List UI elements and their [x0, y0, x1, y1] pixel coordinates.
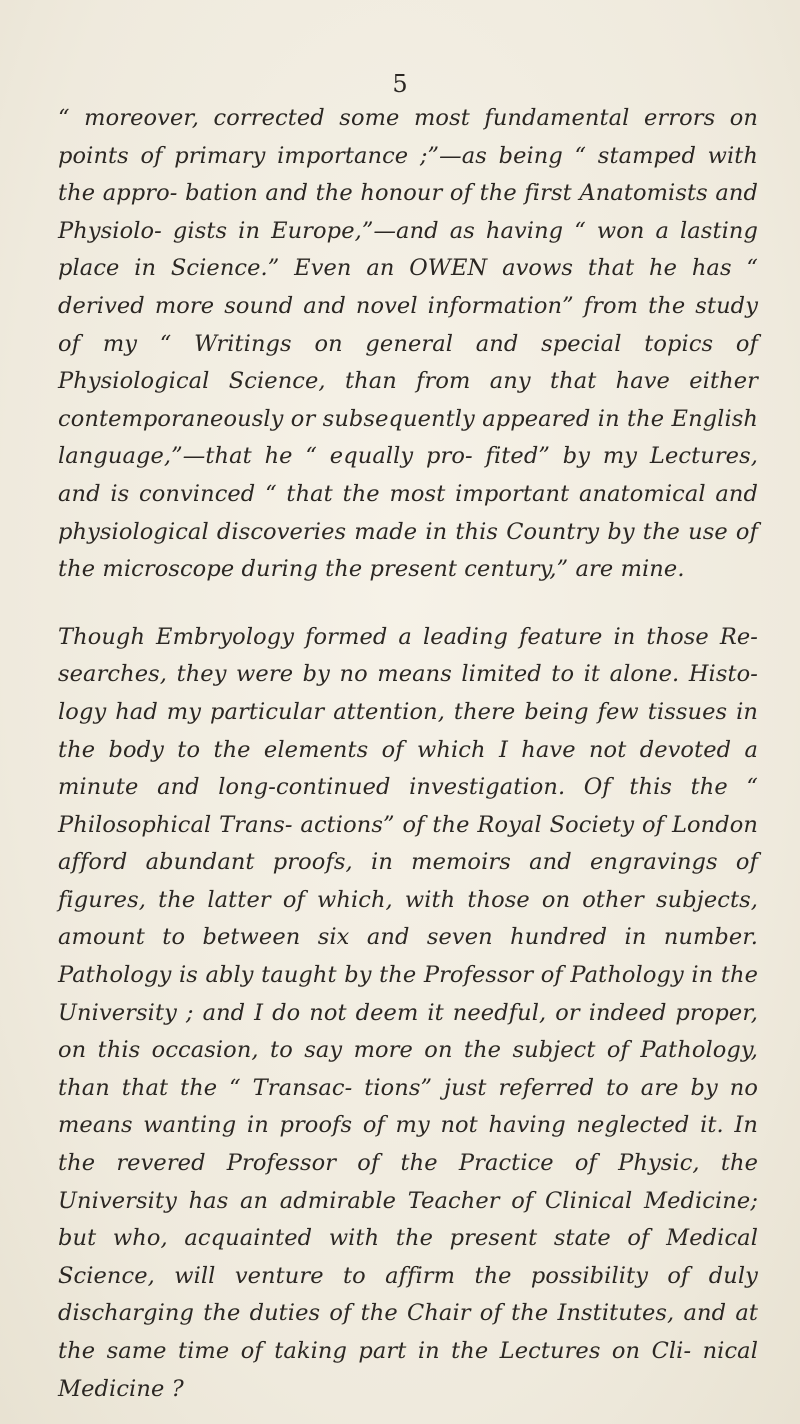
- page-number: 5: [392, 70, 408, 98]
- body-text: [58, 100, 758, 1408]
- paragraph-2: Though Embryology formed a leading feature in those Re- searches, they were by no means limited to it alone. Histo- logy had my particular attention, there being few tissues in the body to the elements of which I have not devoted a minute and long-continued investigation. Of this the “ Philosophical Trans- actions” of the Royal Society of London afford abundant proofs, in memoirs and engravings of figures, the latter of which, with those on other subjects, amount to between six and seven hundred in number. Pathology is ably taught by the Professor of Pathology in the University ; and I do not deem it needful, or indeed proper, on this occasion, to say more on the subject of Pathology, than that the “ Transac- tions” just referred to are by no means wanting in proofs of my not having neglected it. In the revered Professor of the Practice of Physic, the University has an admirable Teacher of Clinical Medicine; but who, acquainted with the present state of Medical Science, will venture to affirm the possibility of duly discharging the duties of the Chair of the Institutes, and at the same time of taking part in the Lectures on Cli- nical Medicine ?: [58, 623, 758, 1402]
- paragraph-1: “ moreover, corrected some most fundamental errors on points of primary importance ;”—as being “ stamped with the appro- bation and the honour of the first Anatomists and Physiolo- gists in Europe,”—and as having “ won a lasting place in Science.” Even an OWEN avows that he has “ derived more sound and novel information” from the study of my “ Writings on general and special topics of Physiological Science, than from any that have either contemporaneously or subsequently appeared in the English language,”—that he “ equally pro- fited” by my Lectures, and is convinced “ that the most important anatomical and physiological discoveries made in this Country by the use of the microscope during the present century,” are mine.: [58, 105, 758, 583]
